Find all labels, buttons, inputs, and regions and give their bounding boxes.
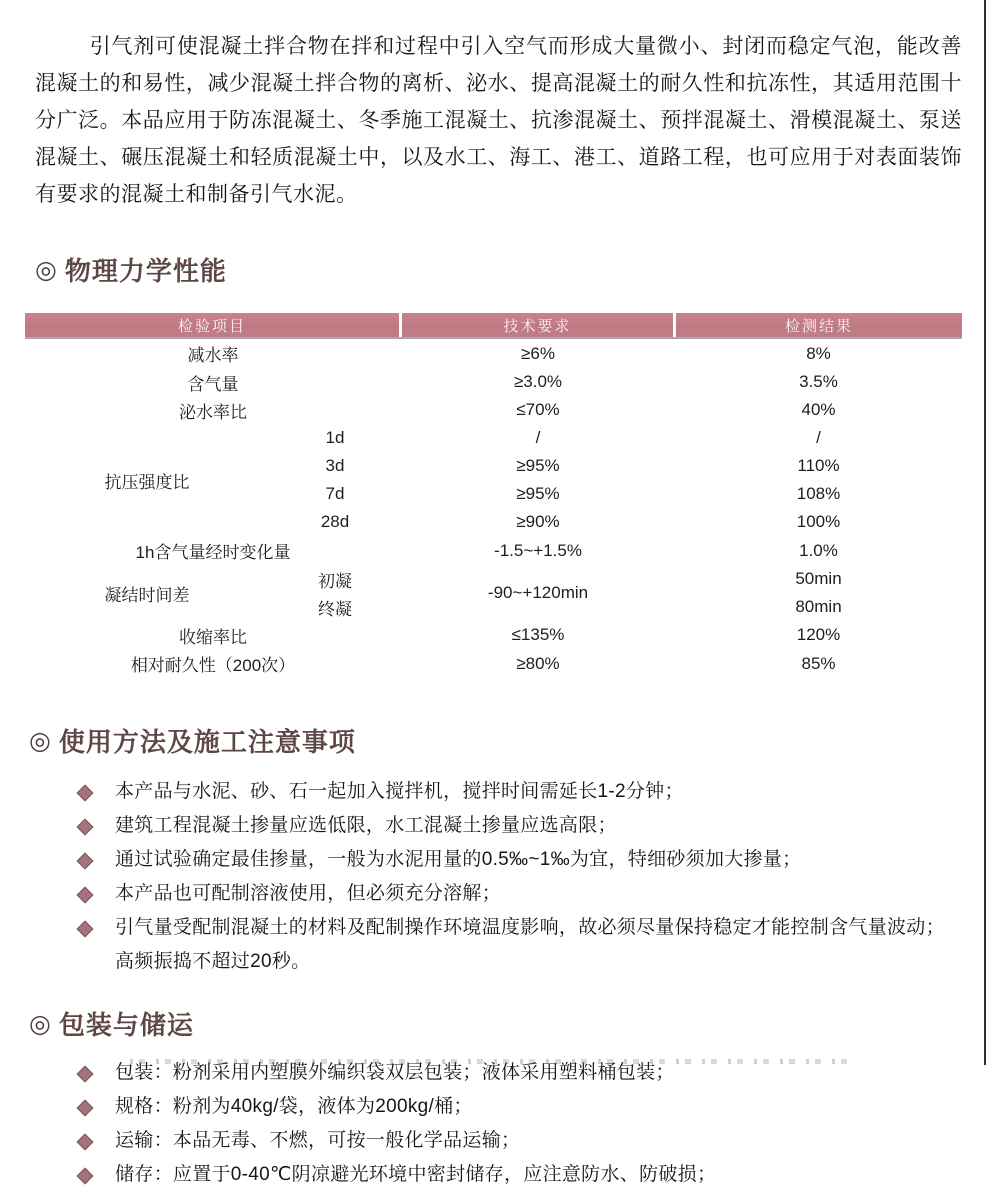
list-item (35, 843, 962, 877)
document-content (29, 0, 962, 1192)
table-row (25, 396, 962, 424)
group-results (675, 424, 962, 536)
table-row (25, 649, 962, 678)
table-row (25, 339, 962, 368)
age-label: 1d (325, 428, 345, 447)
list-item (35, 775, 962, 809)
age-label: 28d (320, 512, 350, 531)
list-item (35, 1124, 962, 1158)
list-item (35, 1090, 962, 1124)
list-item (35, 911, 962, 979)
row-result: 8% (806, 343, 831, 363)
row-result: 40% (801, 400, 836, 419)
row-requirement: ≥90% (516, 512, 560, 531)
double-circle-icon: ◎ (29, 1009, 52, 1038)
diamond-bullet-icon (77, 887, 94, 904)
diamond-bullet-icon (77, 1100, 94, 1117)
row-result: 108% (796, 484, 841, 503)
list-item (35, 877, 962, 911)
group-sub-phases (269, 565, 401, 621)
row-requirement: -90~+120min (487, 583, 589, 602)
diamond-bullet-icon (77, 785, 94, 802)
phase-label: 初凝 (318, 571, 352, 591)
row-requirement: -1.5~+1.5% (494, 540, 582, 560)
bullet-text: 通过试验确定最佳掺量，一般为水泥用量的0.5‰~1‰为宜，特细砂须加大掺量； (115, 849, 802, 870)
row-requirement: ≤70% (516, 400, 560, 419)
table-row (25, 621, 962, 649)
table-row (25, 536, 962, 565)
group-label: 凝结时间差 (104, 585, 190, 605)
diamond-bullet-icon (77, 921, 94, 938)
list-item (35, 809, 962, 843)
diamond-bullet-icon (77, 819, 94, 836)
age-label: 7d (325, 484, 345, 503)
age-label: 3d (325, 456, 345, 475)
diamond-bullet-icon (77, 1134, 94, 1151)
table-header-row (25, 313, 962, 339)
table-header-result: 检测结果 (676, 313, 962, 337)
diamond-bullet-icon (77, 1066, 94, 1083)
physical-properties-table (25, 313, 962, 678)
row-result: / (816, 428, 821, 447)
row-requirement: / (535, 428, 541, 447)
bullet-text: 引气量受配制混凝土的材料及配制操作环境温度影响，故必须尽量保持稳定才能控制含气量波动；高频振捣不超过20秒。 (115, 917, 945, 972)
diamond-bullet-icon (77, 1168, 94, 1185)
table-row (25, 368, 962, 396)
bullet-text: 储存：应置于0-40℃阴凉避光环境中密封储存，应注意防水、防破损； (115, 1164, 717, 1185)
section-title: 物理力学性能 (64, 256, 227, 286)
row-requirement: ≥6% (521, 343, 555, 363)
row-result: 100% (796, 512, 841, 531)
row-result: 50min (795, 569, 842, 588)
group-requirements (401, 424, 675, 536)
double-circle-icon: ◎ (35, 255, 58, 284)
row-result: 110% (797, 456, 840, 475)
row-requirement: ≥95% (516, 456, 560, 475)
section-heading-packaging-storage (29, 1005, 962, 1042)
intro-paragraph: 引气剂可使混凝土拌合物在拌和过程中引入空气而形成大量微小、封闭而稳定气泡，能改善混凝土的和易性，减少混凝土拌合物的离析、泌水、提高混凝土的耐久性和抗冻性，其适用范围十分广泛。本品应用于防冻混凝土、冬季施工混凝土、抗渗混凝土、预拌混凝土、滑模混凝土、泵送混凝土、碾压混凝土和轻质混凝土中，以及水工、海工、港工、道路工程，也可应用于对表面装饰有要求的混凝土和制备引气水泥。 (35, 35, 962, 206)
bullet-text: 本产品也可配制溶液使用，但必须充分溶解； (115, 883, 502, 904)
row-item: 相对耐久性（200次） (130, 656, 296, 675)
row-result: 1.0% (799, 540, 838, 560)
list-item (35, 1158, 962, 1192)
row-requirement: ≥95% (516, 484, 560, 503)
row-result: 120% (796, 625, 841, 644)
section-title: 使用方法及施工注意事项 (58, 727, 356, 757)
table-header-item: 检验项目 (25, 313, 402, 337)
cutoff-text-remnant (130, 1059, 850, 1064)
row-requirement: ≥3.0% (513, 372, 563, 391)
bullet-text: 运输：本品无毒、不燃，可按一般化学品运输； (115, 1130, 521, 1151)
row-result: 3.5% (799, 372, 838, 391)
bullet-text: 本产品与水泥、砂、石一起加入搅拌机，搅拌时间需延长1-2分钟； (115, 781, 684, 802)
row-result: 85% (801, 653, 836, 673)
bullet-text: 规格：粉剂为40kg/袋，液体为200kg/桶； (115, 1096, 473, 1117)
row-requirement: ≤135% (511, 625, 565, 644)
group-results (675, 565, 962, 621)
group-sub-ages (269, 424, 401, 536)
bullet-text: 建筑工程混凝土掺量应选低限，水工混凝土掺量应选高限； (115, 815, 617, 836)
row-result: 80min (795, 597, 842, 616)
table-header-requirement: 技术要求 (402, 313, 676, 337)
section-title: 包装与储运 (58, 1010, 194, 1040)
double-circle-icon: ◎ (29, 726, 52, 755)
row-item: 减水率 (187, 346, 239, 365)
usage-bullet-list (35, 775, 962, 979)
phase-label: 终凝 (318, 599, 352, 619)
table-group-row-setting-time (25, 565, 962, 621)
section-heading-physical-properties (35, 251, 962, 288)
row-item: 泌水率比 (179, 402, 247, 422)
row-requirement: ≥80% (516, 653, 560, 673)
section-heading-usage-notes (29, 722, 962, 759)
row-item: 含气量 (187, 374, 239, 394)
bullet-text: 包装：粉剂采用内塑膜外编织袋双层包装；液体采用塑料桶包装； (115, 1062, 675, 1083)
page-scan-edge-line (984, 0, 986, 1065)
packaging-bullet-list (35, 1056, 962, 1192)
row-item: 1h含气量经时变化量 (135, 543, 291, 562)
group-label: 抗压强度比 (104, 472, 190, 492)
table-group-row-strength (25, 424, 962, 536)
diamond-bullet-icon (77, 853, 94, 870)
row-item: 收缩率比 (179, 627, 247, 647)
